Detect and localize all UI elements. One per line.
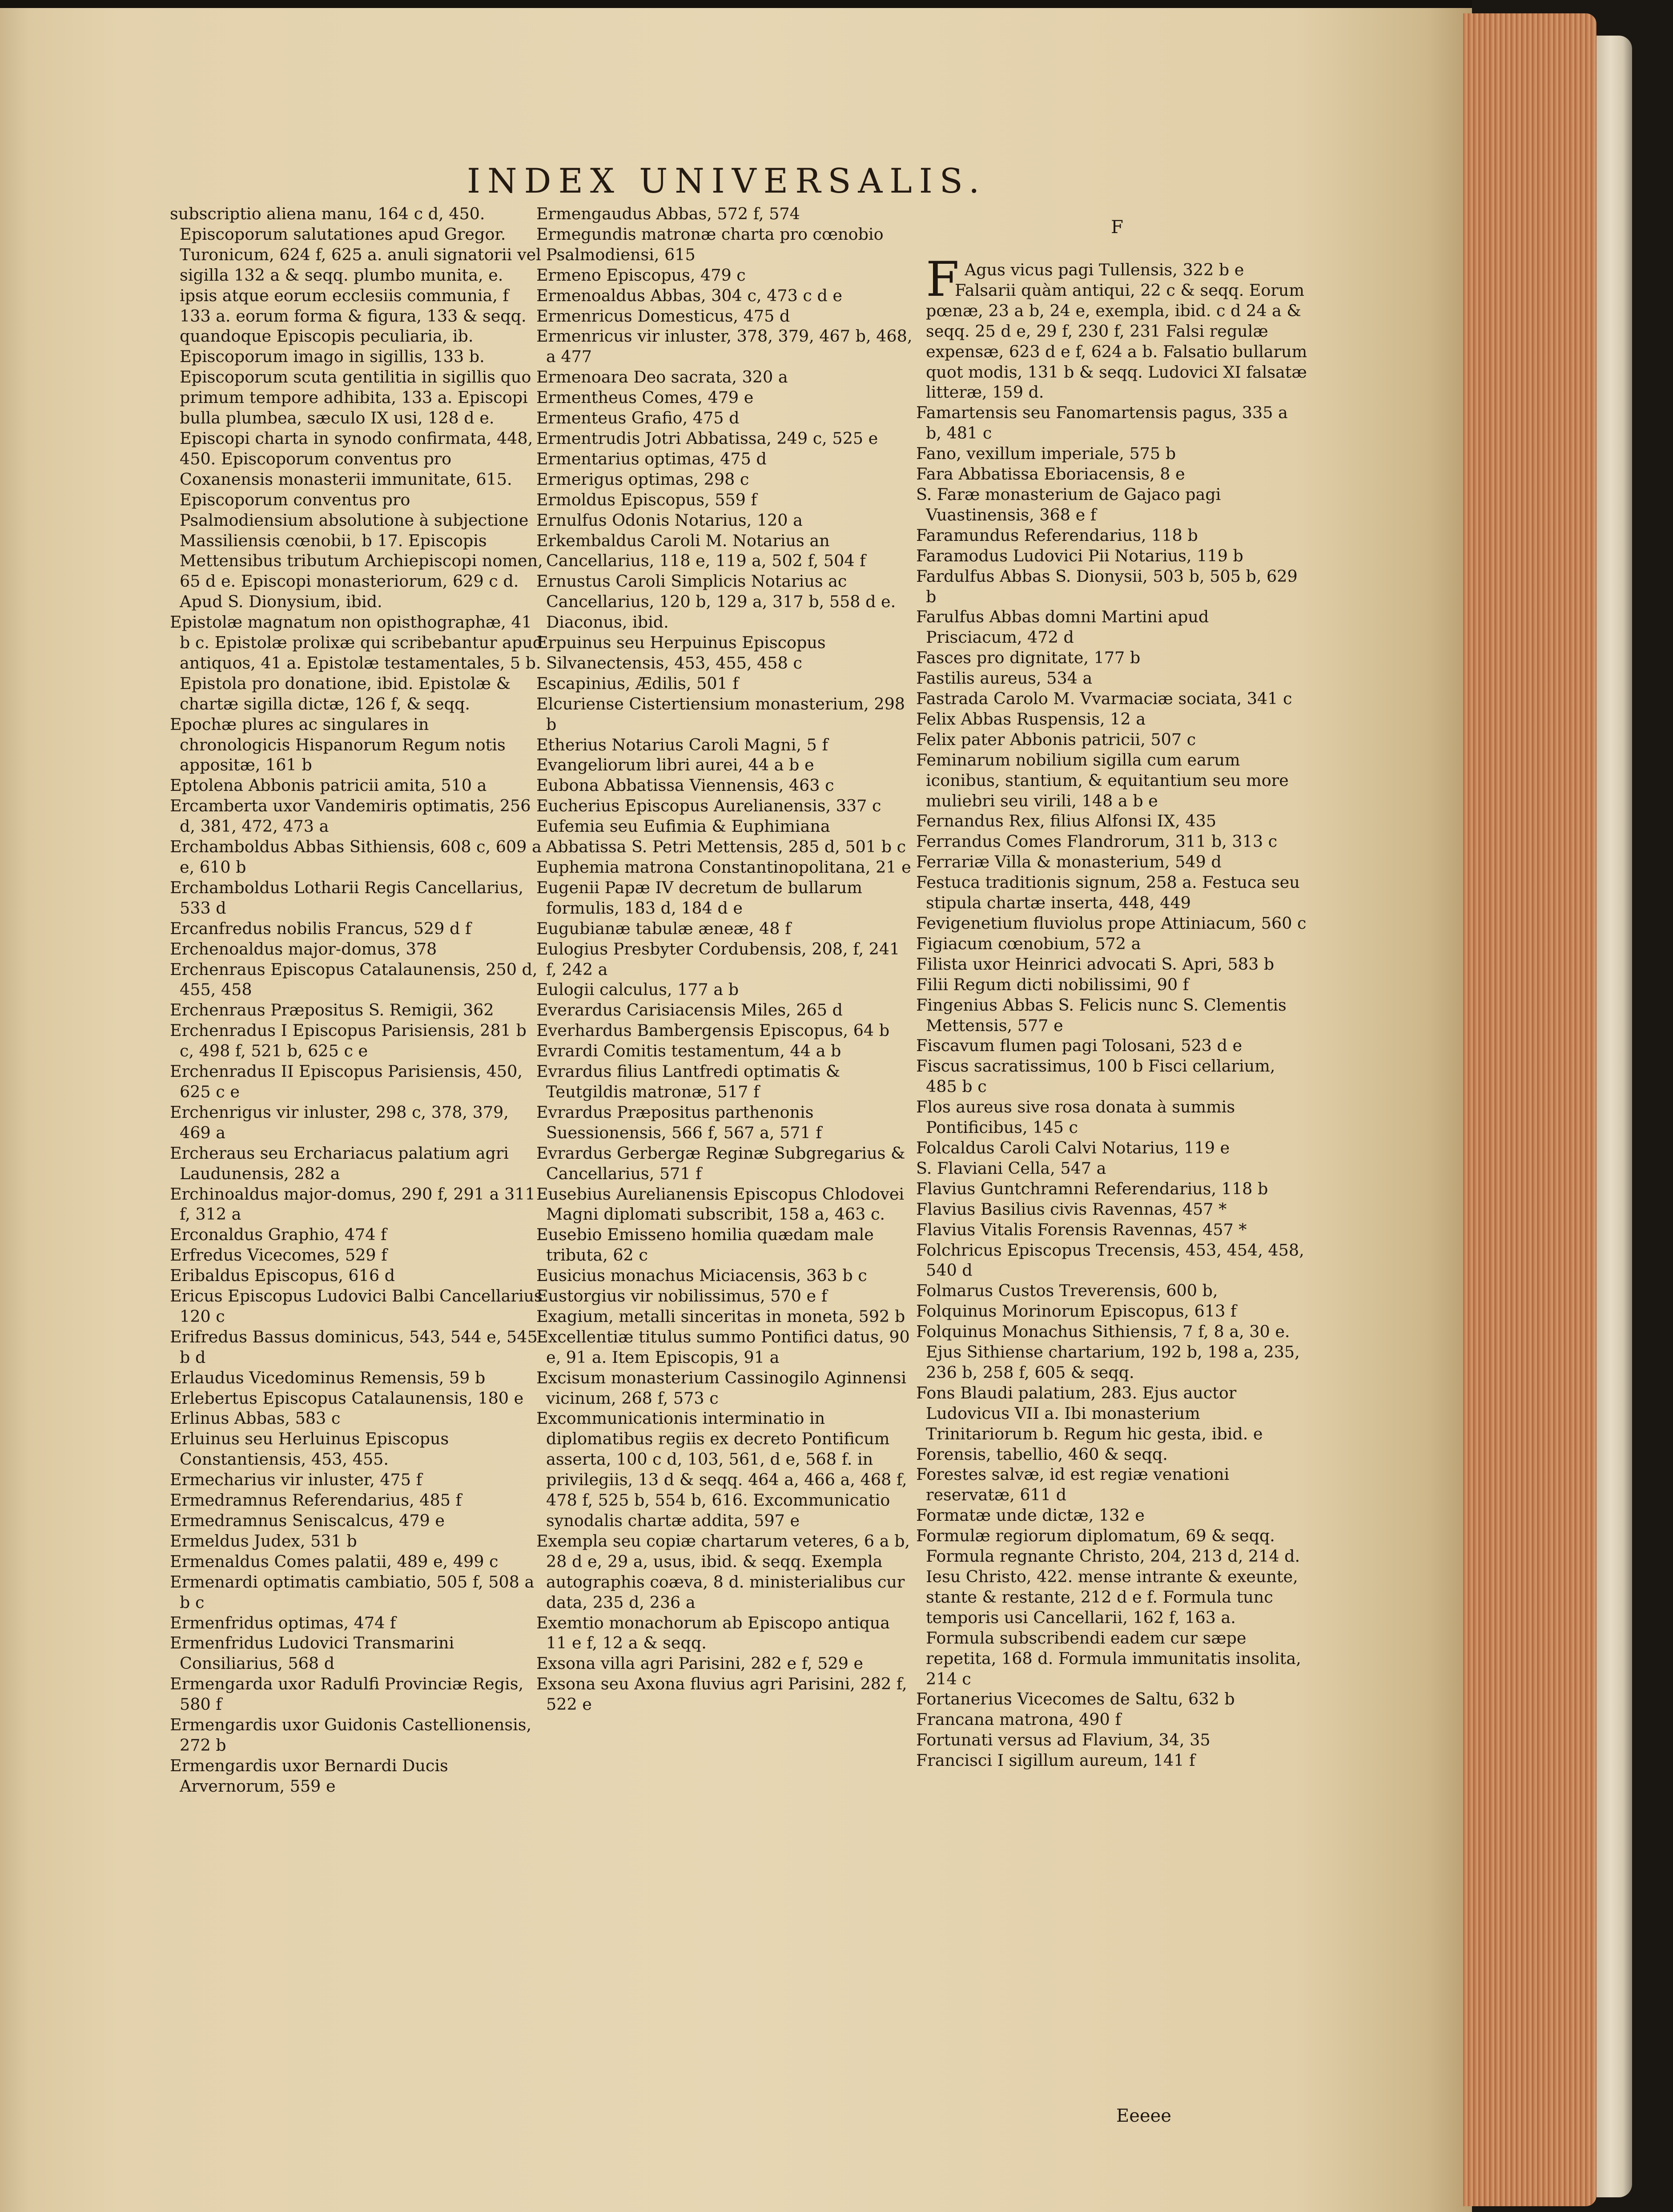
- index-entry: Ermenardi optimatis cambiatio, 505 f, 508 a b c: [170, 1572, 535, 1612]
- index-entry: Festuca traditionis signum, 258 a. Festuca seu stipula chartæ inserta, 448, 449: [916, 873, 1300, 913]
- index-entry: Ferrariæ Villa & monasterium, 549 d: [916, 852, 1222, 872]
- index-entry: Folquinus Monachus Sithiensis, 7 f, 8 a, 30 e. Ejus Sithiense chartarium, 192 b, 198 a, 235, 236 b, 258 f, 605 & seqq.: [916, 1322, 1300, 1382]
- index-entry: Evrardus filius Lantfredi optimatis & Teutgildis matronæ, 517 f: [536, 1062, 841, 1101]
- index-entry: Exempla seu copiæ chartarum veteres, 6 a b, 28 d e, 29 a, usus, ibid. & seqq. Exempla autographis coæva, 8 d. ministerialibus cur data, 235 d, 236 a: [536, 1531, 910, 1612]
- index-entry: Forestes salvæ, id est regiæ venationi reservatæ, 611 d: [916, 1465, 1230, 1505]
- index-entry: Felix Abbas Ruspensis, 12 a: [916, 709, 1146, 729]
- book-cover-edge: [1597, 36, 1632, 2197]
- index-entry: Flavius Guntchramni Referendarius, 118 b: [916, 1179, 1268, 1198]
- index-entry: Exagium, metalli sinceritas in moneta, 592 b: [536, 1306, 905, 1326]
- index-entry: Ericus Episcopus Ludovici Balbi Cancellarius 120 c: [170, 1286, 543, 1326]
- index-entry: Eribaldus Episcopus, 616 d: [170, 1266, 395, 1285]
- index-entry: Erchenoaldus major-domus, 378: [170, 939, 437, 959]
- index-entry: Fardulfus Abbas S. Dionysii, 503 b, 505 b, 629 b: [916, 566, 1298, 606]
- index-entry: Epistolæ magnatum non opisthographæ, 41 b c. Epistolæ prolixæ qui scribebantur apud antiquos, 41 a. Epistolæ testamentales, 5 b. Epistola pro donatione, ibid. Epistolæ & chartæ sigilla dictæ, 126 f, & seqq.: [170, 612, 543, 713]
- index-entry: Ermenaldus Comes palatii, 489 e, 499 c: [170, 1551, 499, 1571]
- index-entry: Ermengardis uxor Guidonis Castellionensis, 272 b: [170, 1715, 532, 1755]
- index-entry: Etherius Notarius Caroli Magni, 5 f: [536, 735, 828, 754]
- index-column-3: [916, 204, 1308, 1771]
- index-entry: S. Flaviani Cella, 547 a: [916, 1158, 1106, 1178]
- index-entry: Erkembaldus Caroli M. Notarius an Cancellarius, 118 e, 119 a, 502 f, 504 f: [536, 531, 866, 571]
- scan-top-edge: [0, 0, 1472, 8]
- index-entry: Erchenraus Episcopus Catalaunensis, 250 d, 455, 458: [170, 959, 538, 999]
- index-entry: Erchinoaldus major-domus, 290 f, 291 a 311 f, 312 a: [170, 1184, 535, 1224]
- index-entry: Euphemia matrona Constantinopolitana, 21 e: [536, 858, 911, 877]
- index-entry: Evangeliorum libri aurei, 44 a b e: [536, 755, 814, 775]
- catchword: Eeeee: [1116, 2106, 1171, 2126]
- index-entry: Ermenricus Domesticus, 475 d: [536, 306, 790, 326]
- index-entry: Everhardus Bambergensis Episcopus, 64 b: [536, 1021, 890, 1040]
- index-entry: Erluinus seu Herluinus Episcopus Constantiensis, 453, 455.: [170, 1429, 449, 1469]
- index-entry: Exemtio monachorum ab Episcopo antiqua 11 e f, 12 a & seqq.: [536, 1613, 890, 1653]
- index-entry: [926, 252, 1308, 307]
- index-entry: Eptolena Abbonis patricii amita, 510 a: [170, 776, 487, 795]
- index-entry: Folquinus Morinorum Episcopus, 613 f: [916, 1301, 1237, 1321]
- index-entry: Fasces pro dignitate, 177 b: [916, 648, 1141, 668]
- index-entry: Ermengaudus Abbas, 572 f, 574: [536, 204, 800, 223]
- index-entry: Eusebio Emisseno homilia quædam male tributa, 62 c: [536, 1225, 874, 1265]
- index-entry: Feminarum nobilium sigilla cum earum iconibus, stantium, & equitantium seu more muliebri seu virili, 148 a b e: [916, 750, 1289, 810]
- index-entry: Everardus Carisiacensis Miles, 265 d: [536, 1000, 843, 1020]
- index-entry: Ercheraus seu Erchariacus palatium agri Laudunensis, 282 a: [170, 1143, 509, 1183]
- index-entry: Ermentheus Comes, 479 e: [536, 388, 754, 407]
- index-entry: Ernustus Caroli Simplicis Notarius ac Cancellarius, 120 b, 129 a, 317 b, 558 d e. Diaconus, ibid.: [536, 572, 896, 632]
- index-entry: Ermegundis matronæ charta pro cœnobio Psalmodiensi, 615: [536, 224, 884, 264]
- index-entry: Excisum monasterium Cassinogilo Aginnensi vicinum, 268 f, 573 c: [536, 1368, 907, 1408]
- index-entry: Eugubianæ tabulæ æneæ, 48 f: [536, 919, 791, 938]
- index-entry: Ermerigus optimas, 298 c: [536, 469, 749, 489]
- index-entry: Erpuinus seu Herpuinus Episcopus Silvanectensis, 453, 455, 458 c: [536, 633, 826, 673]
- index-entry: Fingenius Abbas S. Felicis nunc S. Clementis Mettensis, 577 e: [916, 995, 1287, 1035]
- index-entry: Eustorgius vir nobilissimus, 570 e f: [536, 1286, 828, 1306]
- index-entry: Excommunicationis interminatio in diplomatibus regiis ex decreto Pontificum asserta, 100 c d, 103, 561, d e, 568 f. in privilegiis, 13 d & seqq. 464 a, 466 a, 468 f, 478 f, 525 b, 554 b, 616. Excommunicatio synodalis chartæ addita, 597 e: [536, 1409, 907, 1530]
- index-entry: Ermedramnus Seniscalcus, 479 e: [170, 1511, 445, 1530]
- index-entry: Folcaldus Caroli Calvi Notarius, 119 e: [916, 1138, 1230, 1157]
- index-entry: Erchamboldus Abbas Sithiensis, 608 c, 609 a e, 610 b: [170, 837, 542, 877]
- index-entry: Filista uxor Heinrici advocati S. Apri, 583 b: [916, 954, 1275, 974]
- index-entry: Faramundus Referendarius, 118 b: [916, 525, 1198, 545]
- index-entry: Erconaldus Graphio, 474 f: [170, 1225, 387, 1245]
- index-entry: Ermengardis uxor Bernardi Ducis Arvernorum, 559 e: [170, 1756, 448, 1796]
- index-entry: Exsona seu Axona fluvius agri Parisini, 282 f, 522 e: [536, 1674, 907, 1714]
- index-entry: Erchenradus I Episcopus Parisiensis, 281 b c, 498 f, 521 b, 625 c e: [170, 1021, 527, 1061]
- index-entry: Eusebius Aurelianensis Episcopus Chlodovei Magni diplomati subscribit, 158 a, 463 c.: [536, 1184, 905, 1224]
- index-entry: Excellentiæ titulus summo Pontifici datus, 90 e, 91 a. Item Episcopis, 91 a: [536, 1327, 910, 1367]
- index-entry: Erfredus Vicecomes, 529 f: [170, 1245, 387, 1265]
- index-entry: Fons Blaudi palatium, 283. Ejus auctor Ludovicus VII a. Ibi monasterium Trinitariorum b. Regum hic gesta, ibid. e: [916, 1383, 1263, 1443]
- index-entry: Epochæ plures ac singulares in chronologicis Hispanorum Regum notis appositæ, 161 b: [170, 714, 506, 775]
- index-entry: Ermedramnus Referendarius, 485 f: [170, 1491, 462, 1510]
- index-entry: Ermeldus Judex, 531 b: [170, 1531, 357, 1551]
- index-entry: Fano, vexillum imperiale, 575 b: [916, 444, 1176, 463]
- index-entry: Ermengarda uxor Radulfi Provinciæ Regis, 580 f: [170, 1674, 524, 1714]
- index-entry: Fevigenetium fluviolus prope Attiniacum, 560 c: [916, 914, 1307, 933]
- index-column-2: [536, 204, 915, 1715]
- index-entry: Evrardi Comitis testamentum, 44 a b: [536, 1041, 841, 1061]
- index-entry: Eucherius Episcopus Aurelianensis, 337 c: [536, 796, 881, 816]
- section-letter: F: [1111, 217, 1123, 238]
- index-entry: S. Faræ monasterium de Gajaco pagi Vuastinensis, 368 e f: [916, 484, 1221, 524]
- index-entry: Formatæ unde dictæ, 132 e: [916, 1506, 1145, 1525]
- index-entry: Eufemia seu Eufimia & Euphimiana Abbatissa S. Petri Mettensis, 285 d, 501 b c: [536, 817, 906, 857]
- index-entry: Eulogius Presbyter Cordubensis, 208, f, 241 f, 242 a: [536, 939, 900, 979]
- index-entry: Fastrada Carolo M. Vvarmaciæ sociata, 341 c: [916, 689, 1292, 709]
- index-entry: Flavius Vitalis Forensis Ravennas, 457 *: [916, 1220, 1247, 1239]
- index-entry: Ermoldus Episcopus, 559 f: [536, 490, 757, 509]
- index-entry: Erlinus Abbas, 583 c: [170, 1409, 341, 1428]
- index-entry: Francisci I sigillum aureum, 141 f: [916, 1751, 1195, 1770]
- index-entry: Falsarii quàm antiqui, 22 c & seqq. Eorum pœnæ, 23 a b, 24 e, exempla, ibid. c d 24 a & seqq. 25 d e, 29 f, 230 f, 231 Falsi regulæ expensæ, 623 d e f, 624 a b. Falsatio bullarum quot modis, 131 b & seqq. Ludovici XI falsatæ litteræ, 159 d.: [926, 280, 1307, 402]
- index-entry: Erchenraus Præpositus S. Remigii, 362: [170, 1000, 494, 1020]
- index-entry: Forensis, tabellio, 460 & seqq.: [916, 1444, 1168, 1464]
- index-column-1: [170, 204, 544, 1797]
- index-entry: Erlebertus Episcopus Catalaunensis, 180 e: [170, 1388, 524, 1408]
- index-entry: Ermenoaldus Abbas, 304 c, 473 c d e: [536, 286, 843, 305]
- index-entry: Ermenricus vir inluster, 378, 379, 467 b, 468, a 477: [536, 326, 913, 367]
- index-entry: Fara Abbatissa Eboriacensis, 8 e: [916, 464, 1185, 484]
- index-entry: Erchenrigus vir inluster, 298 c, 378, 379, 469 a: [170, 1102, 509, 1142]
- index-entry: Eulogii calculus, 177 a b: [536, 980, 739, 999]
- index-entry: Ermentarius optimas, 475 d: [536, 449, 767, 468]
- index-entry: Fiscavum flumen pagi Tolosani, 523 d e: [916, 1036, 1243, 1056]
- index-entry: Famartensis seu Fanomartensis pagus, 335 a b, 481 c: [916, 403, 1288, 443]
- index-entry: Formulæ regiorum diplomatum, 69 & seqq. Formula regnante Christo, 204, 213 d, 214 d. Iesu Christo, 422. mense intrante & exeunte, stante & restante, 212 d e f. Formula tunc temporis usi Cancellarii, 162 f, 163 a. Formula subscribendi eadem cur sæpe repetita, 168 d. Formula immunitatis insolita, 214 c: [916, 1526, 1301, 1688]
- index-entry: Erlaudus Vicedominus Remensis, 59 b: [170, 1368, 486, 1387]
- index-entry: Ferrandus Comes Flandrorum, 311 b, 313 c: [916, 832, 1278, 851]
- index-entry: Ermenfridus optimas, 474 f: [170, 1613, 396, 1632]
- index-entry: Fastilis aureus, 534 a: [916, 669, 1093, 688]
- index-entry: Ercanfredus nobilis Francus, 529 d f: [170, 919, 471, 938]
- index-entry: Ermenteus Grafio, 475 d: [536, 408, 740, 428]
- index-entry: Eusicius monachus Miciacensis, 363 b c: [536, 1266, 867, 1285]
- index-entry: Fiscus sacratissimus, 100 b Fisci cellarium, 485 b c: [916, 1056, 1275, 1096]
- index-entry: Evrardus Præpositus parthenonis Suessionensis, 566 f, 567 a, 571 f: [536, 1102, 822, 1142]
- index-entry: Eubona Abbatissa Viennensis, 463 c: [536, 776, 834, 795]
- index-entry: Fortunati versus ad Flavium, 34, 35: [916, 1730, 1211, 1750]
- index-entry: Erchamboldus Lotharii Regis Cancellarius, 533 d: [170, 878, 523, 918]
- index-entry: Ermeno Episcopus, 479 c: [536, 265, 746, 285]
- index-entry: Fortanerius Vicecomes de Saltu, 632 b: [916, 1689, 1235, 1709]
- index-entry: Ermenfridus Ludovici Transmarini Consiliarius, 568 d: [170, 1633, 454, 1673]
- index-entry: Flavius Basilius civis Ravennas, 457 *: [916, 1199, 1227, 1219]
- index-entry: Flos aureus sive rosa donata à summis Pontificibus, 145 c: [916, 1097, 1235, 1137]
- index-entry: Ermentrudis Jotri Abbatissa, 249 c, 525 e: [536, 428, 878, 448]
- index-entry: Folchricus Episcopus Trecensis, 453, 454, 458, 540 d: [916, 1240, 1304, 1280]
- index-entry: Ernulfus Odonis Notarius, 120 a: [536, 510, 803, 530]
- page-edges-stack: [1463, 13, 1597, 2206]
- index-entry: Francana matrona, 490 f: [916, 1710, 1121, 1729]
- index-entry: Ercamberta uxor Vandemiris optimatis, 256 d, 381, 472, 473 a: [170, 796, 531, 836]
- entry-text: Agus vicus pagi Tullensis, 322 b e: [964, 260, 1244, 279]
- running-head: INDEX UNIVERSALIS.: [467, 161, 987, 201]
- index-entry: Faramodus Ludovici Pii Notarius, 119 b: [916, 546, 1243, 565]
- index-entry: Figiacum cœnobium, 572 a: [916, 934, 1141, 953]
- drop-cap: F: [926, 252, 959, 307]
- index-entry: Felix pater Abbonis patricii, 507 c: [916, 729, 1196, 749]
- index-entry: subscriptio aliena manu, 164 c d, 450. Episcoporum salutationes apud Gregor. Turonicum, 624 f, 625 a. anuli signatorii vel sigilla 132 a & seqq. plumbo munita, e. ipsis atque eorum ecclesiis communia, f 133 a. eorum forma & figura, 133 & seqq. quandoque Episcopis peculiaria, ib. Episcoporum imago in sigillis, 133 b. Episcoporum scuta gentilitia in sigillis quo primum tempore adhibita, 133 a. Episcopi bulla plumbea, sæculo IX usi, 128 d e. Episcopi charta in synodo confirmata, 448, 450. Episcoporum conventus pro Coxanensis monasterii immunitate, 615. Episcoporum conventus pro Psalmodiensium absolutione à subjectione Massiliensis cœnobii, b 17. Episcopis Mettensibus tributum Archiepiscopi nomen, 65 d e. Episcopi monasteriorum, 629 c d. Apud S. Dionysium, ibid.: [170, 204, 543, 612]
- index-entry: Ermenoara Deo sacrata, 320 a: [536, 367, 788, 387]
- index-entry: Exsona villa agri Parisini, 282 e f, 529 e: [536, 1654, 864, 1673]
- index-entry: Folmarus Custos Treverensis, 600 b,: [916, 1281, 1218, 1301]
- index-entry: Evrardus Gerbergæ Reginæ Subgregarius & Cancellarius, 571 f: [536, 1143, 905, 1183]
- index-entry: Filii Regum dicti nobilissimi, 90 f: [916, 975, 1189, 994]
- index-entry: Erifredus Bassus dominicus, 543, 544 e, 545 b d: [170, 1327, 538, 1367]
- index-entry: Escapinius, Ædilis, 501 f: [536, 673, 739, 693]
- index-entry: Elcuriense Cistertiensium monasterium, 298 b: [536, 694, 905, 734]
- index-entry: Fernandus Rex, filius Alfonsi IX, 435: [916, 811, 1217, 831]
- index-entry: Erchenradus II Episcopus Parisiensis, 450, 625 c e: [170, 1062, 523, 1101]
- index-entry: Ermecharius vir inluster, 475 f: [170, 1470, 422, 1490]
- index-entry: Eugenii Papæ IV decretum de bullarum formulis, 183 d, 184 d e: [536, 878, 862, 918]
- index-entry: Farulfus Abbas domni Martini apud Prisciacum, 472 d: [916, 607, 1209, 647]
